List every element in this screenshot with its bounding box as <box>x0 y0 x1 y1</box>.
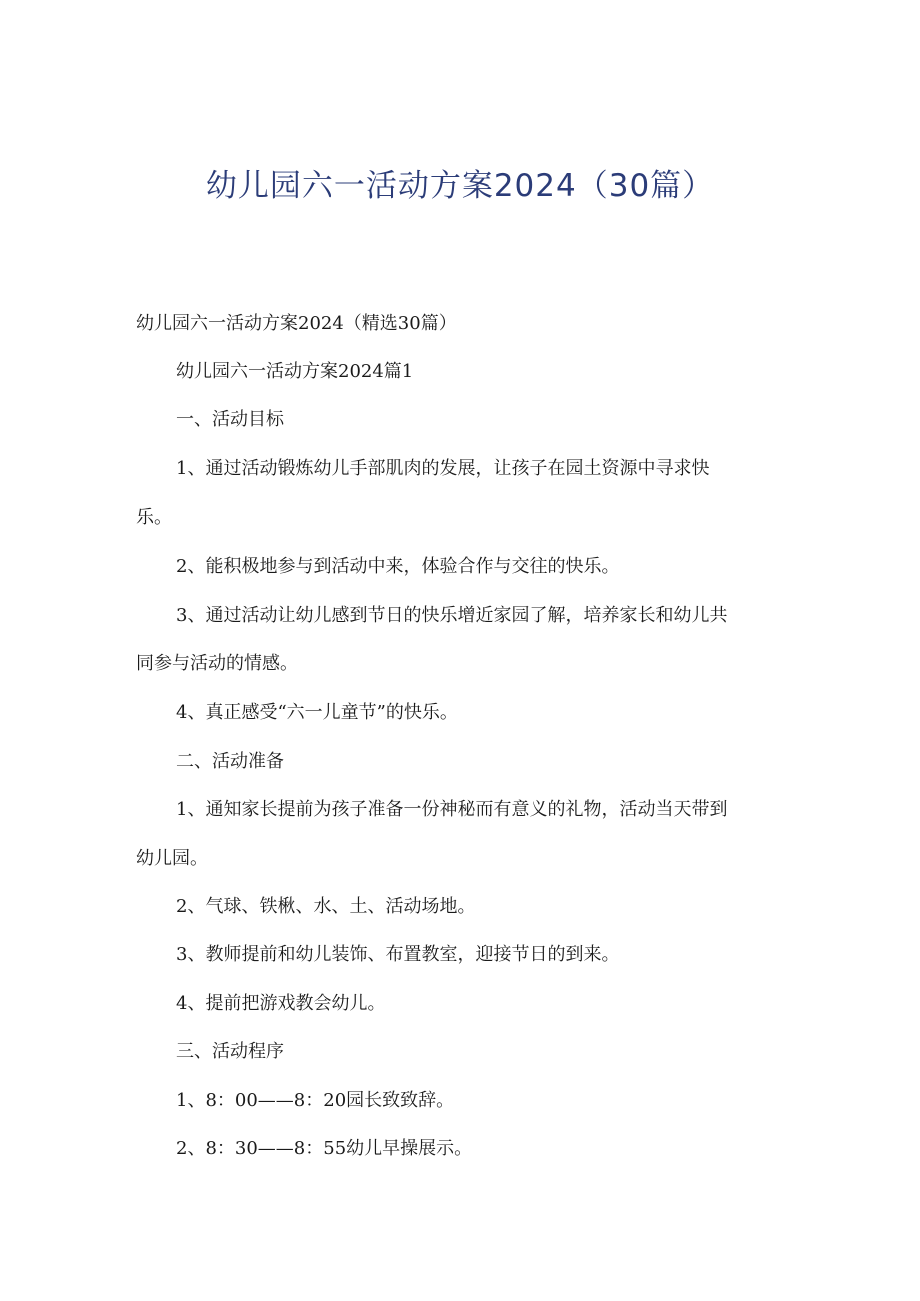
paragraph-line: 1、通过活动锻炼幼儿手部肌肉的发展，让孩子在园土资源中寻求快 <box>176 458 710 479</box>
paragraph-line: 幼儿园。 <box>136 848 208 869</box>
paragraph-line: 2、8：30——8：55幼儿早操展示。 <box>176 1138 473 1159</box>
paragraph-line: 3、通过活动让幼儿感到节日的快乐增近家园了解，培养家长和幼儿共 <box>176 605 728 626</box>
paragraph-line: 4、提前把游戏教会幼儿。 <box>176 993 386 1014</box>
section-heading-goals: 一、活动目标 <box>176 409 284 430</box>
document-subtitle: 幼儿园六一活动方案2024（精选30篇） <box>136 313 457 334</box>
paragraph-line: 乐。 <box>136 507 172 528</box>
section-heading-chapter-1: 幼儿园六一活动方案2024篇1 <box>176 361 414 382</box>
paragraph-line: 1、8：00——8：20园长致致辞。 <box>176 1090 455 1111</box>
section-heading-procedure: 三、活动程序 <box>176 1041 284 1062</box>
paragraph-line: 2、气球、铁楸、水、土、活动场地。 <box>176 896 476 917</box>
paragraph-line: 4、真正感受“六一儿童节”的快乐。 <box>176 702 458 723</box>
paragraph-line: 1、通知家长提前为孩子准备一份神秘而有意义的礼物，活动当天带到 <box>176 799 728 820</box>
paragraph-line: 同参与活动的情感。 <box>136 653 298 674</box>
document-title: 幼儿园六一活动方案2024（30篇） <box>205 168 715 204</box>
section-heading-preparation: 二、活动准备 <box>176 751 284 772</box>
paragraph-line: 2、能积极地参与到活动中来，体验合作与交往的快乐。 <box>176 556 620 577</box>
paragraph-line: 3、教师提前和幼儿装饰、布置教室，迎接节日的到来。 <box>176 944 620 965</box>
